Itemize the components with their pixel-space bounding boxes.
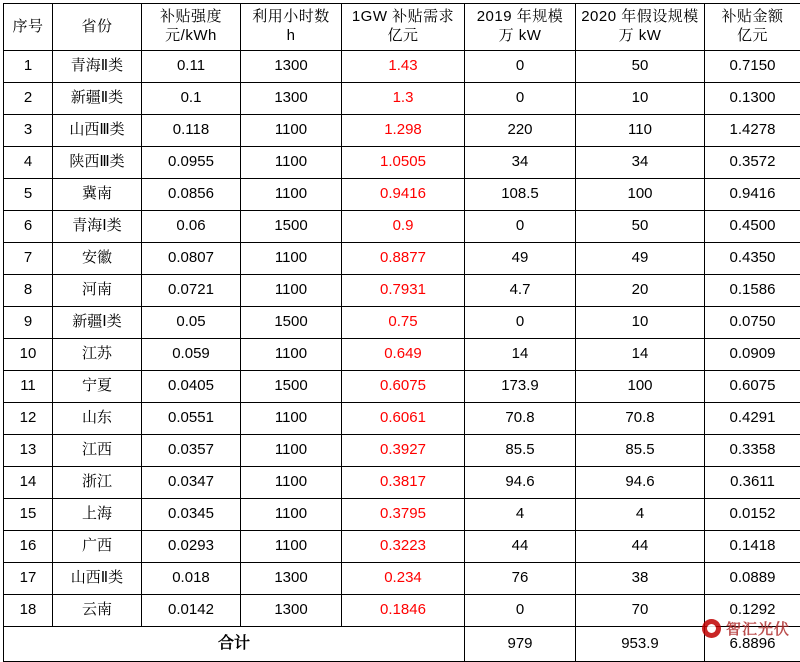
cell-province: 江苏	[53, 339, 142, 371]
cell-subsidy-need: 1.298	[342, 115, 465, 147]
cell-scale-2020: 4	[576, 499, 705, 531]
cell-province: 山西Ⅲ类	[53, 115, 142, 147]
cell-subsidy-need: 0.7931	[342, 275, 465, 307]
column-header-hours-line1: 利用小时数	[241, 8, 341, 27]
column-header-index-line1: 序号	[4, 18, 52, 37]
cell-scale-2020: 10	[576, 307, 705, 339]
cell-province: 山东	[53, 403, 142, 435]
cell-hours: 1100	[241, 147, 342, 179]
cell-intensity: 0.11	[142, 51, 241, 83]
cell-subsidy-need: 0.6061	[342, 403, 465, 435]
column-header-scale-2020-line1: 2020 年假设规模	[576, 8, 704, 27]
cell-scale-2020: 10	[576, 83, 705, 115]
cell-scale-2020: 100	[576, 179, 705, 211]
table-row	[4, 51, 800, 83]
table-total-row	[4, 627, 800, 662]
cell-index: 2	[4, 83, 53, 115]
cell-subsidy-need: 1.0505	[342, 147, 465, 179]
cell-scale-2019: 0	[465, 51, 576, 83]
cell-subsidy-need: 0.6075	[342, 371, 465, 403]
cell-amount: 1.4278	[705, 115, 800, 147]
cell-intensity: 0.0721	[142, 275, 241, 307]
cell-scale-2020: 44	[576, 531, 705, 563]
cell-hours: 1500	[241, 307, 342, 339]
cell-hours: 1100	[241, 115, 342, 147]
column-header-hours-line2: h	[241, 27, 341, 46]
cell-province: 冀南	[53, 179, 142, 211]
cell-scale-2019: 0	[465, 595, 576, 627]
total-label: 合计	[4, 627, 465, 662]
cell-index: 8	[4, 275, 53, 307]
table-row	[4, 595, 800, 627]
cell-subsidy-need: 0.1846	[342, 595, 465, 627]
cell-amount: 0.4291	[705, 403, 800, 435]
cell-province: 浙江	[53, 467, 142, 499]
cell-scale-2019: 44	[465, 531, 576, 563]
cell-amount: 0.4350	[705, 243, 800, 275]
cell-intensity: 0.0357	[142, 435, 241, 467]
cell-scale-2019: 70.8	[465, 403, 576, 435]
table-header	[4, 4, 800, 51]
cell-amount: 0.4500	[705, 211, 800, 243]
cell-scale-2020: 38	[576, 563, 705, 595]
table-body	[4, 51, 800, 662]
column-header-scale-2019-line1: 2019 年规模	[465, 8, 575, 27]
cell-intensity: 0.0807	[142, 243, 241, 275]
cell-scale-2019: 94.6	[465, 467, 576, 499]
cell-province: 新疆Ⅰ类	[53, 307, 142, 339]
cell-province: 云南	[53, 595, 142, 627]
cell-amount: 0.1418	[705, 531, 800, 563]
cell-subsidy-need: 0.9416	[342, 179, 465, 211]
table-row	[4, 339, 800, 371]
cell-index: 17	[4, 563, 53, 595]
cell-province: 陕西Ⅲ类	[53, 147, 142, 179]
total-scale-2020: 953.9	[576, 627, 705, 662]
table-row	[4, 371, 800, 403]
cell-intensity: 0.059	[142, 339, 241, 371]
cell-subsidy-need: 0.234	[342, 563, 465, 595]
table-row	[4, 83, 800, 115]
cell-scale-2019: 4.7	[465, 275, 576, 307]
cell-scale-2020: 49	[576, 243, 705, 275]
cell-index: 16	[4, 531, 53, 563]
cell-amount: 0.9416	[705, 179, 800, 211]
table-row	[4, 179, 800, 211]
column-header-scale-2020	[576, 4, 705, 51]
cell-amount: 0.7150	[705, 51, 800, 83]
cell-subsidy-need: 0.3223	[342, 531, 465, 563]
column-header-intensity-line2: 元/kWh	[142, 27, 240, 46]
cell-province: 上海	[53, 499, 142, 531]
cell-intensity: 0.0955	[142, 147, 241, 179]
cell-intensity: 0.118	[142, 115, 241, 147]
cell-scale-2020: 34	[576, 147, 705, 179]
cell-intensity: 0.0142	[142, 595, 241, 627]
table-row	[4, 211, 800, 243]
cell-scale-2019: 0	[465, 307, 576, 339]
cell-scale-2020: 50	[576, 211, 705, 243]
cell-scale-2019: 34	[465, 147, 576, 179]
column-header-province	[53, 4, 142, 51]
cell-index: 6	[4, 211, 53, 243]
table-row	[4, 243, 800, 275]
cell-hours: 1500	[241, 211, 342, 243]
cell-index: 4	[4, 147, 53, 179]
column-header-amount-line2: 亿元	[705, 27, 800, 46]
cell-index: 3	[4, 115, 53, 147]
cell-subsidy-need: 0.3795	[342, 499, 465, 531]
cell-index: 12	[4, 403, 53, 435]
cell-province: 新疆Ⅱ类	[53, 83, 142, 115]
cell-index: 5	[4, 179, 53, 211]
cell-amount: 0.1292	[705, 595, 800, 627]
cell-scale-2020: 100	[576, 371, 705, 403]
column-header-scale-2019-line2: 万 kW	[465, 27, 575, 46]
cell-scale-2019: 4	[465, 499, 576, 531]
cell-intensity: 0.06	[142, 211, 241, 243]
cell-amount: 0.0889	[705, 563, 800, 595]
cell-scale-2020: 94.6	[576, 467, 705, 499]
cell-province: 河南	[53, 275, 142, 307]
cell-hours: 1300	[241, 595, 342, 627]
table-row	[4, 467, 800, 499]
table-row	[4, 563, 800, 595]
cell-scale-2019: 220	[465, 115, 576, 147]
column-header-scale-2019	[465, 4, 576, 51]
cell-intensity: 0.0856	[142, 179, 241, 211]
cell-scale-2020: 70.8	[576, 403, 705, 435]
cell-amount: 0.3611	[705, 467, 800, 499]
cell-hours: 1300	[241, 563, 342, 595]
cell-hours: 1100	[241, 499, 342, 531]
cell-subsidy-need: 0.75	[342, 307, 465, 339]
cell-index: 13	[4, 435, 53, 467]
cell-scale-2019: 14	[465, 339, 576, 371]
cell-index: 10	[4, 339, 53, 371]
table-row	[4, 499, 800, 531]
table-row	[4, 403, 800, 435]
cell-hours: 1100	[241, 339, 342, 371]
cell-province: 山西Ⅱ类	[53, 563, 142, 595]
cell-index: 11	[4, 371, 53, 403]
cell-scale-2020: 110	[576, 115, 705, 147]
cell-scale-2019: 0	[465, 211, 576, 243]
cell-scale-2020: 50	[576, 51, 705, 83]
column-header-scale-2020-line2: 万 kW	[576, 27, 704, 46]
cell-scale-2020: 70	[576, 595, 705, 627]
cell-scale-2020: 85.5	[576, 435, 705, 467]
cell-amount: 0.0909	[705, 339, 800, 371]
cell-scale-2019: 76	[465, 563, 576, 595]
cell-province: 青海Ⅰ类	[53, 211, 142, 243]
cell-scale-2019: 0	[465, 83, 576, 115]
cell-intensity: 0.018	[142, 563, 241, 595]
cell-subsidy-need: 0.649	[342, 339, 465, 371]
cell-subsidy-need: 1.3	[342, 83, 465, 115]
column-header-subsidy-need-line1: 1GW 补贴需求	[342, 8, 464, 27]
table-row	[4, 435, 800, 467]
cell-hours: 1300	[241, 51, 342, 83]
cell-intensity: 0.0347	[142, 467, 241, 499]
cell-scale-2019: 49	[465, 243, 576, 275]
cell-hours: 1500	[241, 371, 342, 403]
table-row	[4, 147, 800, 179]
cell-hours: 1100	[241, 179, 342, 211]
cell-amount: 0.1586	[705, 275, 800, 307]
cell-scale-2019: 108.5	[465, 179, 576, 211]
cell-index: 14	[4, 467, 53, 499]
total-amount: 6.8896	[705, 627, 800, 662]
cell-subsidy-need: 0.3817	[342, 467, 465, 499]
table-header-row	[4, 4, 800, 51]
column-header-province-line1: 省份	[53, 18, 141, 37]
table-row	[4, 531, 800, 563]
cell-province: 青海Ⅱ类	[53, 51, 142, 83]
column-header-amount-line1: 补贴金额	[705, 8, 800, 27]
cell-index: 15	[4, 499, 53, 531]
cell-scale-2020: 14	[576, 339, 705, 371]
cell-index: 18	[4, 595, 53, 627]
cell-index: 9	[4, 307, 53, 339]
cell-subsidy-need: 0.9	[342, 211, 465, 243]
watermark-label: 智汇光伏	[726, 618, 790, 639]
column-header-index	[4, 4, 53, 51]
cell-province: 广西	[53, 531, 142, 563]
column-header-hours	[241, 4, 342, 51]
cell-amount: 0.3358	[705, 435, 800, 467]
column-header-subsidy-need	[342, 4, 465, 51]
cell-scale-2020: 20	[576, 275, 705, 307]
cell-amount: 0.6075	[705, 371, 800, 403]
cell-intensity: 0.0345	[142, 499, 241, 531]
cell-scale-2019: 173.9	[465, 371, 576, 403]
cell-subsidy-need: 1.43	[342, 51, 465, 83]
cell-intensity: 0.1	[142, 83, 241, 115]
table-row	[4, 307, 800, 339]
cell-hours: 1300	[241, 83, 342, 115]
cell-hours: 1100	[241, 403, 342, 435]
cell-scale-2019: 85.5	[465, 435, 576, 467]
column-header-intensity	[142, 4, 241, 51]
table-row	[4, 115, 800, 147]
cell-province: 江西	[53, 435, 142, 467]
cell-province: 宁夏	[53, 371, 142, 403]
cell-amount: 0.0152	[705, 499, 800, 531]
cell-hours: 1100	[241, 435, 342, 467]
cell-index: 7	[4, 243, 53, 275]
cell-hours: 1100	[241, 275, 342, 307]
cell-hours: 1100	[241, 243, 342, 275]
cell-amount: 0.1300	[705, 83, 800, 115]
column-header-subsidy-need-line2: 亿元	[342, 27, 464, 46]
cell-intensity: 0.05	[142, 307, 241, 339]
table-row	[4, 275, 800, 307]
cell-subsidy-need: 0.3927	[342, 435, 465, 467]
subsidy-table	[3, 3, 800, 662]
cell-hours: 1100	[241, 531, 342, 563]
cell-intensity: 0.0293	[142, 531, 241, 563]
column-header-intensity-line1: 补贴强度	[142, 8, 240, 27]
cell-province: 安徽	[53, 243, 142, 275]
cell-subsidy-need: 0.8877	[342, 243, 465, 275]
subsidy-table-sheet	[0, 3, 800, 647]
cell-amount: 0.3572	[705, 147, 800, 179]
total-scale-2019: 979	[465, 627, 576, 662]
cell-hours: 1100	[241, 467, 342, 499]
cell-amount: 0.0750	[705, 307, 800, 339]
cell-intensity: 0.0551	[142, 403, 241, 435]
column-header-amount	[705, 4, 800, 51]
cell-index: 1	[4, 51, 53, 83]
cell-intensity: 0.0405	[142, 371, 241, 403]
